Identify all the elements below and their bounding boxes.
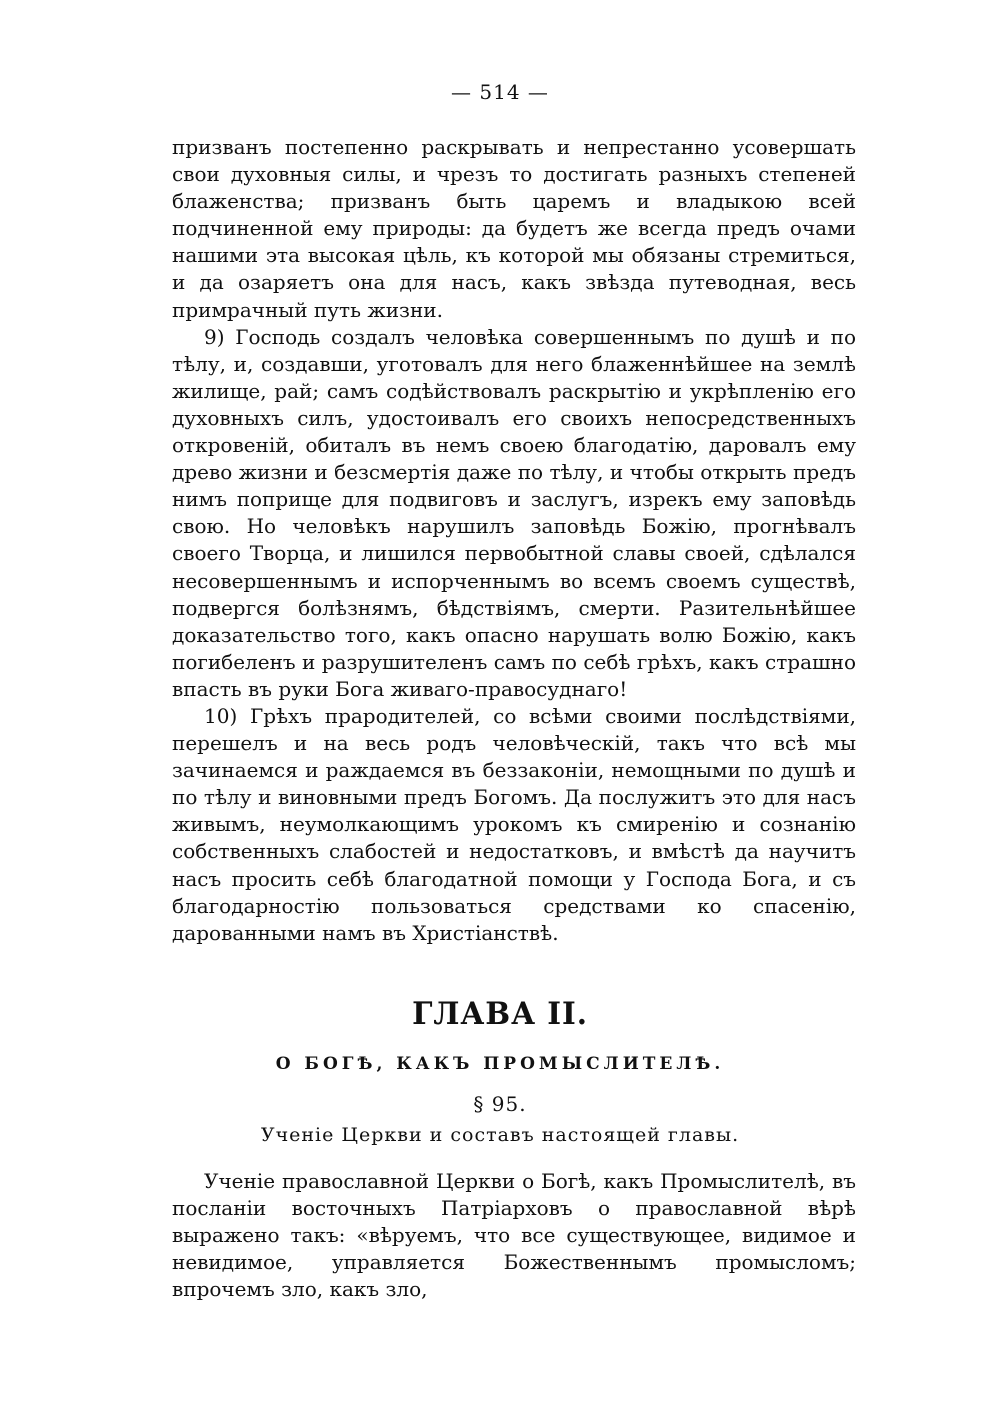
section-number: § 95.: [473, 1092, 527, 1116]
paragraph-section-95: Ученіе православной Церкви о Богѣ, какъ Промыслителѣ, въ посланіи восточныхъ Патріарховъ о православной вѣрѣ выражено такъ: «вѣруемъ, что все существующее, видимое и невидимое, управляется Божественнымъ промысломъ; впрочемъ зло, какъ зло,: [172, 1169, 856, 1302]
page-number: — 514 —: [451, 80, 549, 104]
text-block-top: [172, 134, 856, 947]
chapter-subtitle: О БОГѢ, КАКЪ ПРОМЫСЛИТЕЛѢ.: [275, 1054, 725, 1074]
text-block-bottom: [172, 1168, 856, 1303]
section-title: Ученіе Церкви и составъ настоящей главы.: [260, 1124, 740, 1146]
paragraph-9: 9) Господь создалъ человѣка совершеннымъ по душѣ и по тѣлу, и, создавши, уготовалъ для него блаженнѣйшее на землѣ жилище, рай; самъ содѣйствовалъ раскрытію и укрѣпленію его духовныхъ силъ, удостоивалъ его своихъ непосредственныхъ откровеній, обиталъ въ немъ своею благодатію, даровалъ ему древо жизни и безсмертія даже по тѣлу, и чтобы открыть предъ нимъ поприще для подвиговъ и заслугъ, изрекъ ему заповѣдь свою. Но человѣкъ нарушилъ заповѣдь Божію, прогнѣвалъ своего Творца, и лишился первобытной славы своей, сдѣлался несовершеннымъ и испорченнымъ во всемъ своемъ существѣ, подвергся болѣзнямъ, бѣдствіямъ, смерти. Разительнѣйшее доказательство того, какъ опасно нарушать волю Божію, какъ погибеленъ и разрушителенъ самъ по себѣ грѣхъ, какъ страшно впасть въ руки Бога живаго-правосуднаго!: [172, 324, 856, 701]
chapter-title: ГЛАВА II.: [412, 996, 588, 1032]
paragraph-10: 10) Грѣхъ прародителей, со всѣми своими послѣдствіями, перешелъ и на весь родъ человѣческій, такъ что всѣ мы зачинаемся и раждаемся въ беззаконіи, немощными по душѣ и по тѣлу и виновными предъ Богомъ. Да послужитъ это для насъ живымъ, неумолкающимъ урокомъ къ смиренію и сознанію собственныхъ слабостей и недостатковъ, и вмѣстѣ да научитъ насъ просить себѣ благодатной помощи у Господа Бога, и съ благодарностію пользоваться средствами ко спасенію, дарованными намъ въ Христіанствѣ.: [172, 703, 856, 945]
paragraph-continuation: призванъ постепенно раскрывать и непрестанно усовершать свои духовныя силы, и чрезъ то достигать разныхъ степеней блаженства; призванъ быть царемъ и владыкою всей подчиненной ему природы: да будетъ же всегда предъ очами нашими эта высокая цѣль, къ которой мы обязаны стремиться, и да озаряетъ она для насъ, какъ звѣзда путеводная, весь примрачный путь жизни.: [172, 135, 856, 322]
